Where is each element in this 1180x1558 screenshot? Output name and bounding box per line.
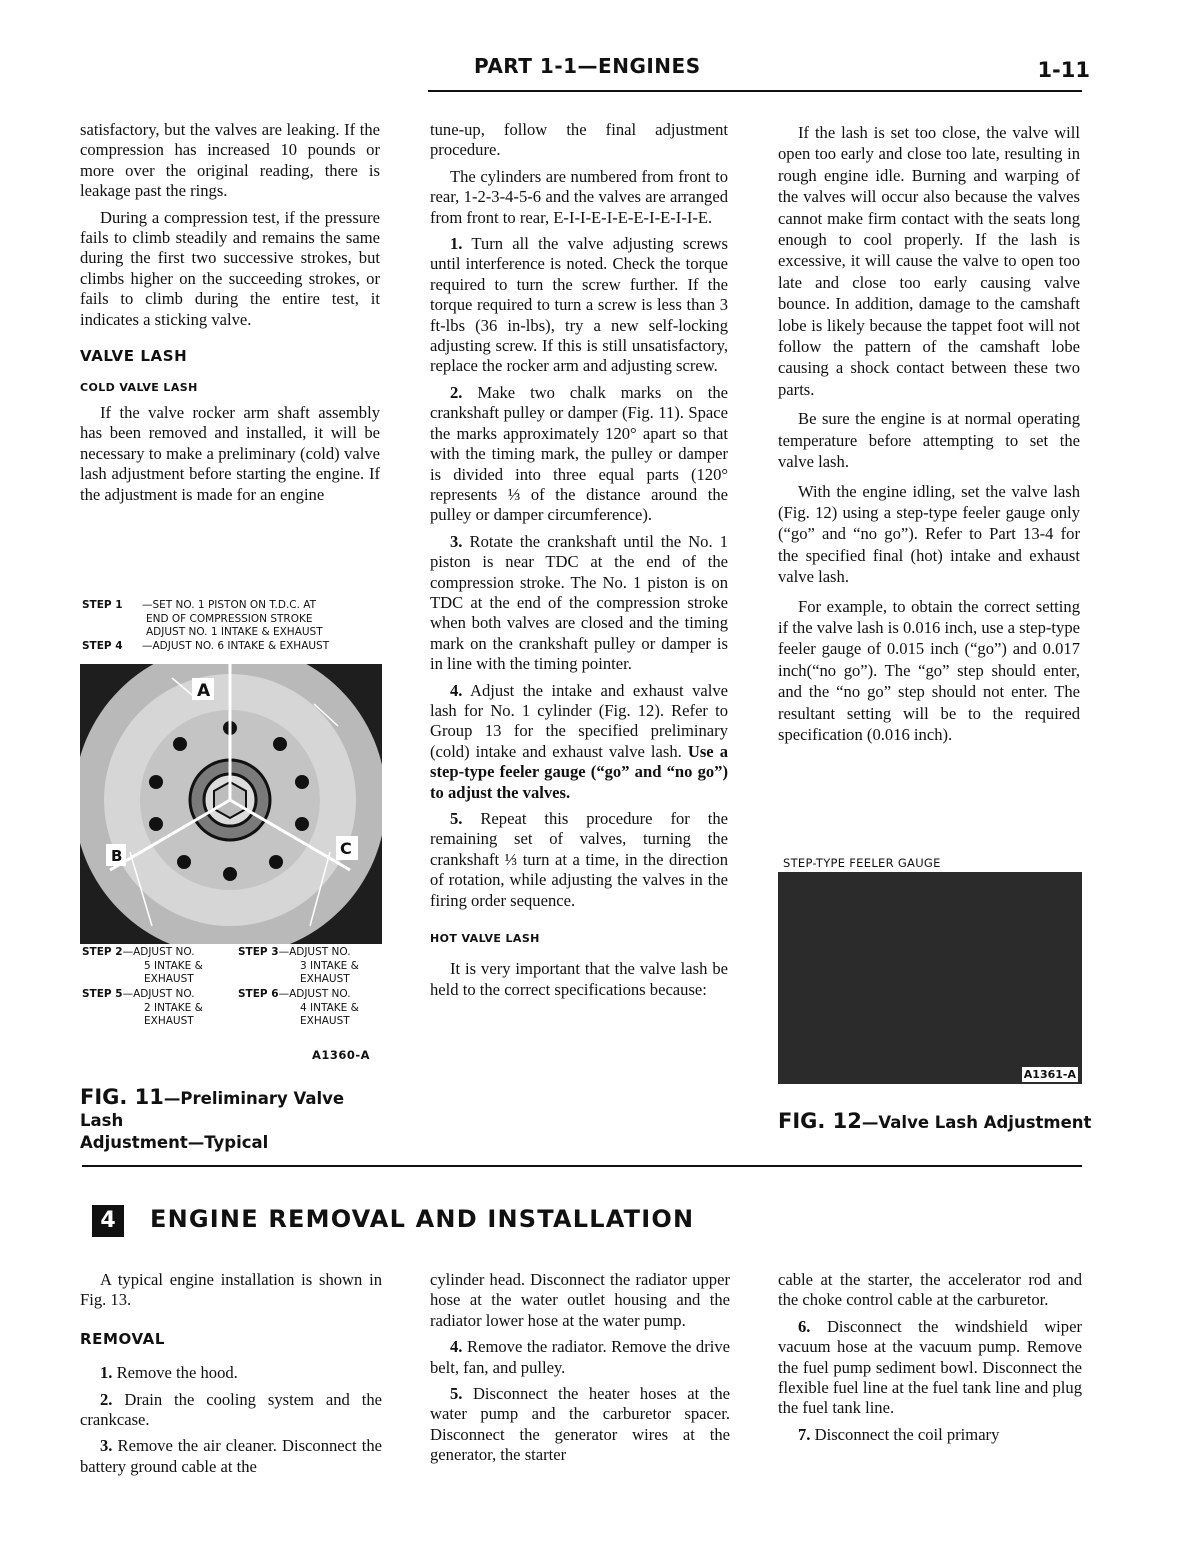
fig12-caption-text: —Valve Lash Adjustment	[861, 1113, 1092, 1132]
step-number: 2.	[100, 1389, 113, 1409]
step-text: —ADJUST NO.	[122, 988, 195, 1000]
timing-mark-a: A	[197, 681, 211, 701]
step-text: 2 INTAKE &	[144, 1001, 203, 1014]
fig12-number: FIG. 12	[778, 1109, 862, 1133]
paragraph: A typical engine installation is shown in Fig. 13.	[80, 1270, 382, 1310]
step-number: 2.	[450, 382, 463, 402]
step-text: Rotate the crankshaft until the No. 1 piston is near TDC at the end of the compression stroke. The No. 1 piston is on TDC at the end of the compression stroke when both valves are closed and the timing mark on the crankshaft pulley or damper is in line with the timing pointer.	[430, 531, 728, 674]
step-5	[430, 809, 728, 911]
step-text: EXHAUST	[144, 1015, 194, 1027]
section-heading-valve-lash: VALVE LASH	[80, 347, 188, 366]
step-5	[430, 1384, 730, 1466]
step-number: 1.	[450, 234, 463, 254]
step-text: EXHAUST	[144, 973, 194, 985]
fig11-caption	[80, 1086, 380, 1154]
step-2	[430, 383, 728, 526]
step-1	[80, 1363, 382, 1383]
paragraph: The cylinders are numbered from front to rear, 1-2-3-4-5-6 and the valves are arranged from front to rear, E-I-I-E-I-E-E-I-E-I-I-E.	[430, 166, 728, 227]
paragraph: satisfactory, but the valves are leaking. If the compression has increased 10 pounds or more over the original reading, there is leakage past the rings.	[80, 120, 380, 201]
step-text: —ADJUST NO.	[278, 946, 351, 958]
step-text: Disconnect the windshield wiper vacuum hose at the vacuum pump. Remove the fuel pump sediment bowl. Disconnect the flexible fuel line at the fuel tank line and plug the fuel tank line.	[778, 1316, 1082, 1418]
fig11-caption-line2: Adjustment—Typical	[80, 1133, 269, 1152]
column-1	[80, 120, 380, 511]
step-number: 6.	[798, 1316, 811, 1336]
column-2	[430, 120, 728, 1006]
paragraph: During a compression test, if the pressure fails to climb steadily and remains the same during the first two successive strokes, but climbs higher on the succeeding strokes, or fails to climb during the entire test, it indicates a sticking valve.	[80, 207, 380, 329]
fig11-caption-line1: —Preliminary Valve Lash	[80, 1089, 345, 1130]
step-text: —ADJUST NO.	[122, 946, 195, 958]
paragraph: It is very important that the valve lash be held to the correct specifications because:	[430, 959, 728, 999]
column-3	[778, 122, 1080, 751]
paragraph: For example, to obtain the correct setting if the valve lash is 0.016 inch, use a step-type feeler gauge of 0.015 inch (“go”) and 0.017 inch(“no go”). The “go” step should enter, and the “no go” step should not enter. The resultant setting will be to the required specification (0.016 inch).	[778, 596, 1080, 744]
paragraph: tune-up, follow the final adjustment procedure.	[430, 120, 728, 160]
step-label: STEP 3	[238, 946, 279, 958]
paragraph: Be sure the engine is at normal operating temperature before attempting to set the valve lash.	[778, 409, 1080, 472]
step-text: Remove the air cleaner. Disconnect the battery ground cable at the	[80, 1436, 382, 1476]
step-text: EXHAUST	[300, 1015, 350, 1027]
step-text: ADJUST NO. 1 INTAKE & EXHAUST	[146, 626, 323, 638]
step-text: —ADJUST NO. 6 INTAKE & EXHAUST	[142, 639, 330, 652]
step-7	[778, 1425, 1082, 1445]
chalk-mark-c: C	[340, 839, 352, 858]
step-text: Remove the radiator. Remove the drive belt, fan, and pulley.	[430, 1337, 730, 1377]
step-number: 5.	[450, 1384, 463, 1404]
step-3	[80, 1436, 382, 1477]
step-text: Drain the cooling system and the crankcase.	[80, 1389, 382, 1430]
step-emphasis: Use a step-type feeler gauge (“go” and “no go”) to adjust the valves.	[430, 741, 728, 802]
step-text: Turn all the valve adjusting screws until interference is noted. Check the torque required to turn the screw further. If the torque required to turn a screw is less than 3 ft-lbs (36 in-lbs), try a new self-locking adjusting screw. If this is still unsatisfactory, replace the rocker arm and adjusting screw.	[430, 234, 728, 376]
paragraph: cylinder head. Disconnect the radiator upper hose at the water outlet housing and the radiator lower hose at the water pump.	[430, 1270, 730, 1330]
step-text: END OF COMPRESSION STROKE	[146, 612, 313, 625]
step-3	[430, 532, 728, 675]
step-3-block	[238, 946, 390, 987]
fig12-caption	[778, 1109, 1092, 1134]
step-6	[778, 1317, 1082, 1419]
page-number: 1-11	[1037, 58, 1090, 82]
chalk-mark-b: B	[111, 847, 123, 865]
section-number-badge: 4	[92, 1205, 124, 1237]
step-label: STEP 4	[82, 639, 123, 652]
subheading-cold-valve-lash: COLD VALVE LASH	[80, 381, 198, 395]
step-1	[430, 234, 728, 377]
crankshaft-pulley-figure	[80, 664, 382, 944]
step-number: 1.	[100, 1363, 113, 1383]
paragraph: If the lash is set too close, the valve will open too early and close too late, resulting in rough engine idle. Burning and warping of the valves will occur also because the valves cannot make firm contact with the seats long enough to cool properly. If the lash is excessive, it will cause the valve to open too late and close too early causing valve bounce. In addition, damage to the camshaft lobe is likely because the tappet foot will not follow the pattern of the camshaft lobe causing a shock contact between these two parts.	[778, 123, 1080, 399]
subheading-hot-valve-lash: HOT VALVE LASH	[430, 932, 540, 946]
step-label: STEP 5	[82, 988, 123, 1000]
fig11-code: A1360-A	[312, 1048, 371, 1062]
step-text: —ADJUST NO.	[278, 988, 351, 1000]
page-header-title: PART 1-1—ENGINES	[474, 54, 701, 78]
step-text: —SET NO. 1 PISTON ON T.D.C. AT	[142, 599, 317, 611]
bottom-column-2	[430, 1270, 730, 1472]
step-number: 4.	[450, 680, 463, 700]
fig11-number: FIG. 11	[80, 1085, 164, 1109]
step-text: 5 INTAKE &	[144, 959, 203, 972]
step-number: 5.	[450, 809, 463, 828]
section-divider	[82, 1165, 1082, 1167]
header-rule	[428, 90, 1082, 92]
paragraph: With the engine idling, set the valve lash (Fig. 12) using a step-type feeler gauge only (“go” and “no go”). Refer to Part 13-4 for the specified final (hot) intake and exhaust valve lash.	[778, 481, 1080, 587]
fig11-steps-top	[82, 599, 382, 653]
fig12-code: A1361-A	[1023, 1068, 1076, 1081]
step-text: Disconnect the coil primary	[814, 1424, 1000, 1444]
removal-heading: REMOVAL	[80, 1329, 166, 1348]
step-label: STEP 6	[238, 988, 279, 1000]
step-2-block	[82, 946, 234, 987]
step-number: 3.	[100, 1436, 113, 1456]
step-text: Repeat this procedure for the remaining set of valves, turning the crankshaft ⅓ turn at a time, in the direction of rotation, while adjusting the valves in the firing order sequence.	[430, 809, 728, 910]
step-4	[430, 681, 728, 803]
step-text: Make two chalk marks on the crankshaft pulley or damper (Fig. 11). Space the marks approximately 120° apart so that with the timing mark, the pulley or damper is divided into three equal parts (120° represents ⅓ of the distance around the pulley or damper circumference).	[430, 382, 728, 525]
step-number: 3.	[450, 531, 463, 551]
step-text: Disconnect the heater hoses at the water pump and the carburetor spacer. Disconnect the generator wires at the generator, the starter	[430, 1384, 730, 1465]
bottom-column-3	[778, 1270, 1082, 1451]
paragraph: If the valve rocker arm shaft assembly has been removed and installed, it will be necessary to make a preliminary (cold) valve lash adjustment before starting the engine. If the adjustment is made for an engine	[80, 402, 380, 504]
fig12-label: STEP-TYPE FEELER GAUGE	[783, 856, 941, 870]
step-5-block	[82, 988, 234, 1029]
step-number: 7.	[798, 1424, 811, 1444]
step-text: EXHAUST	[300, 973, 350, 985]
step-4	[430, 1337, 730, 1378]
valve-photo-figure	[778, 872, 1082, 1084]
step-6-block	[238, 988, 390, 1029]
paragraph: cable at the starter, the accelerator rod and the choke control cable at the carburetor.	[778, 1270, 1082, 1310]
section-title: ENGINE REMOVAL AND INSTALLATION	[150, 1205, 695, 1233]
step-number: 4.	[450, 1337, 463, 1357]
step-text: Remove the hood.	[116, 1363, 238, 1383]
step-text: 3 INTAKE &	[300, 959, 359, 972]
bottom-column-1	[80, 1270, 382, 1483]
step-label: STEP 2	[82, 946, 123, 958]
step-text: 4 INTAKE &	[300, 1001, 359, 1014]
step-label: STEP 1	[82, 599, 123, 611]
step-2	[80, 1390, 382, 1431]
step-text: Adjust the intake and exhaust valve lash for No. 1 cylinder (Fig. 12). Refer to Group 13 for the specified preliminary (cold) intake and exhaust valve lash.	[430, 680, 729, 761]
